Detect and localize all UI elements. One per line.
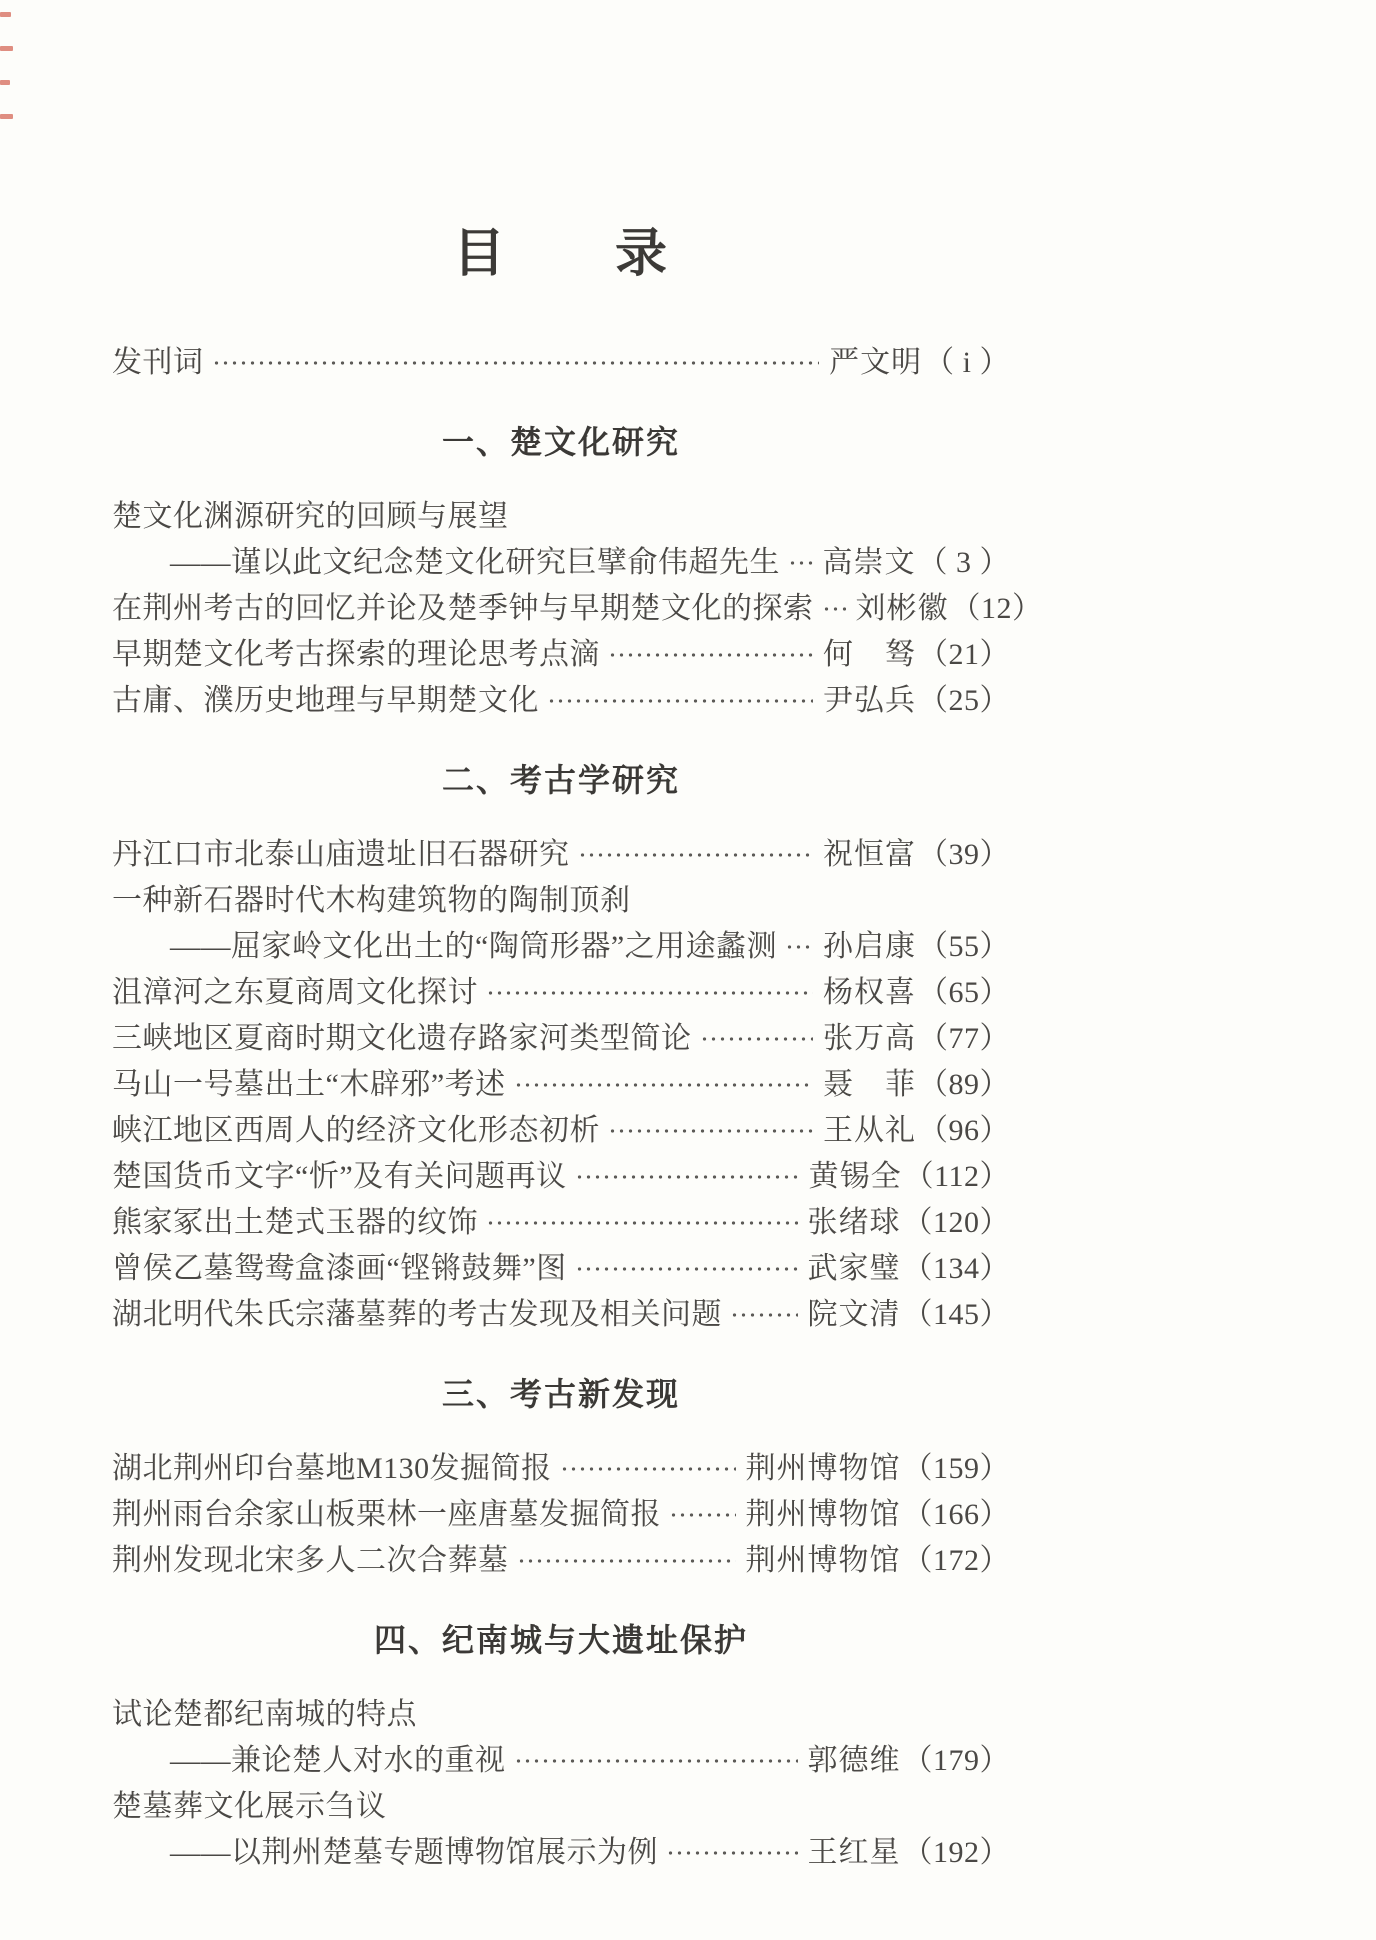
dot-leader bbox=[788, 558, 813, 568]
entry-page: （55） bbox=[918, 930, 1010, 963]
dot-leader bbox=[575, 1172, 799, 1182]
entry-title: 丹江口市北泰山庙遗址旧石器研究 bbox=[112, 838, 570, 871]
dot-leader bbox=[212, 358, 820, 368]
entry-author: 郭德维 bbox=[807, 1744, 901, 1777]
dot-leader bbox=[560, 1464, 736, 1474]
toc-entry bbox=[112, 494, 1010, 540]
dot-leader bbox=[517, 1556, 736, 1566]
entry-title: 沮漳河之东夏商周文化探讨 bbox=[112, 976, 478, 1009]
dot-leader bbox=[608, 1126, 813, 1136]
entry-title: ——以荆州楚墓专题博物馆展示为例 bbox=[170, 1836, 658, 1869]
dot-leader bbox=[547, 696, 813, 706]
entry-title: 荆州发现北宋多人二次合葬墓 bbox=[112, 1544, 509, 1577]
entry-author: 武家璧 bbox=[807, 1252, 901, 1285]
entry-title: ——屈家岭文化出土的“陶筒形器”之用途蠡测 bbox=[170, 930, 778, 963]
entry-page: （159） bbox=[902, 1452, 1010, 1485]
entry-author: 刘彬徽 bbox=[855, 592, 949, 625]
entry-author: 荆州博物馆 bbox=[745, 1544, 901, 1577]
red-edge-mark-icon bbox=[0, 12, 11, 17]
entry-page: （21） bbox=[918, 638, 1010, 671]
entry-author: 王从礼 bbox=[823, 1114, 916, 1147]
red-edge-mark-icon bbox=[0, 80, 10, 85]
toc-entry bbox=[112, 1738, 1010, 1784]
red-edge-mark-icon bbox=[0, 114, 13, 119]
toc-entry bbox=[112, 1108, 1010, 1154]
toc-entry bbox=[112, 1784, 1010, 1830]
dot-leader bbox=[575, 1264, 798, 1274]
toc-entry bbox=[112, 878, 1010, 924]
entry-title: 荆州雨台余家山板栗林一座唐墓发掘简报 bbox=[112, 1498, 661, 1531]
entry-title: 楚墓葬文化展示刍议 bbox=[112, 1790, 387, 1823]
entry-title: 熊家冢出土楚式玉器的纹饰 bbox=[112, 1206, 478, 1239]
dot-leader bbox=[486, 988, 813, 998]
entry-page: （89） bbox=[918, 1068, 1010, 1101]
entry-title: 湖北明代朱氏宗藩墓葬的考古发现及相关问题 bbox=[112, 1298, 722, 1331]
toc-entry bbox=[112, 678, 1010, 724]
entry-author: 院文清 bbox=[807, 1298, 901, 1331]
entry-author: 尹弘兵 bbox=[823, 684, 916, 717]
entry-author: 王红星 bbox=[807, 1836, 901, 1869]
section-heading: 二、考古学研究 bbox=[441, 762, 680, 798]
entry-page: （166） bbox=[902, 1498, 1010, 1531]
dot-leader bbox=[486, 1218, 798, 1228]
entry-title: 曾侯乙墓鸳鸯盒漆画“铿锵鼓舞”图 bbox=[112, 1252, 567, 1285]
entry-page: （25） bbox=[918, 684, 1010, 717]
toc-entry bbox=[112, 1154, 1010, 1200]
entry-title: 在荆州考古的回忆并论及楚季钟与早期楚文化的探索 bbox=[112, 592, 814, 625]
toc-entry bbox=[112, 1016, 1010, 1062]
toc-entry bbox=[112, 1492, 1010, 1538]
dot-leader bbox=[514, 1080, 813, 1090]
dot-leader bbox=[578, 850, 814, 860]
entry-author: 何 驽 bbox=[823, 638, 916, 671]
toc-entry bbox=[112, 924, 1010, 970]
dot-leader bbox=[666, 1848, 798, 1858]
entry-author: 杨权喜 bbox=[823, 976, 916, 1009]
toc-entry bbox=[112, 832, 1010, 878]
entry-page: （145） bbox=[902, 1298, 1010, 1331]
toc-entry bbox=[112, 970, 1010, 1016]
toc-entry bbox=[112, 632, 1010, 678]
toc-content bbox=[112, 0, 1043, 1876]
entry-author: 荆州博物馆 bbox=[745, 1498, 901, 1531]
entry-author: 张万高 bbox=[823, 1022, 916, 1055]
dot-leader bbox=[608, 650, 813, 660]
section-heading: 四、纪南城与大遗址保护 bbox=[373, 1622, 748, 1658]
red-edge-mark-icon bbox=[0, 46, 13, 51]
entry-author: 张绪球 bbox=[807, 1206, 901, 1239]
entry-title: 峡江地区西周人的经济文化形态初析 bbox=[112, 1114, 600, 1147]
entry-page: （12） bbox=[950, 592, 1043, 625]
entry-page: （112） bbox=[903, 1160, 1010, 1193]
entry-title: 试论楚都纪南城的特点 bbox=[112, 1698, 417, 1731]
entry-title: 楚文化渊源研究的回顾与展望 bbox=[112, 500, 509, 533]
entry-page: （65） bbox=[918, 976, 1010, 1009]
toc-entry bbox=[112, 340, 1010, 386]
entry-title: ——谨以此文纪念楚文化研究巨擘俞伟超先生 bbox=[170, 546, 780, 579]
section-heading: 一、楚文化研究 bbox=[441, 424, 680, 460]
toc-entry bbox=[112, 1692, 1010, 1738]
entry-author: 祝恒富 bbox=[823, 838, 916, 871]
dot-leader bbox=[700, 1034, 814, 1044]
toc-entry bbox=[112, 540, 1010, 586]
entry-page: （96） bbox=[918, 1114, 1010, 1147]
entry-author: 严文明 bbox=[829, 346, 923, 379]
entry-page: （ 3 ） bbox=[917, 546, 1010, 579]
entry-page: （179） bbox=[902, 1744, 1010, 1777]
entry-title: 一种新石器时代木构建筑物的陶制顶刹 bbox=[112, 884, 631, 917]
section-heading: 三、考古新发现 bbox=[441, 1376, 680, 1412]
entry-title: 古庸、濮历史地理与早期楚文化 bbox=[112, 684, 539, 717]
dot-leader bbox=[669, 1510, 736, 1520]
entry-title: 发刊词 bbox=[112, 346, 204, 379]
entry-title: 马山一号墓出土“木辟邪”考述 bbox=[112, 1068, 506, 1101]
toc-entry bbox=[112, 586, 1043, 632]
entry-author: 荆州博物馆 bbox=[745, 1452, 901, 1485]
entry-title: 早期楚文化考古探索的理论思考点滴 bbox=[112, 638, 600, 671]
entry-page: （134） bbox=[902, 1252, 1010, 1285]
toc-entry bbox=[112, 1246, 1010, 1292]
toc-entry bbox=[112, 1062, 1010, 1108]
entry-page: （ i ） bbox=[924, 346, 1010, 379]
entry-author: 黄锡全 bbox=[808, 1160, 902, 1193]
entry-title: ——兼论楚人对水的重视 bbox=[170, 1744, 506, 1777]
entry-page: （172） bbox=[902, 1544, 1010, 1577]
entry-page: （39） bbox=[918, 838, 1010, 871]
entry-title: 楚国货币文字“忻”及有关问题再议 bbox=[112, 1160, 567, 1193]
dot-leader bbox=[514, 1756, 798, 1766]
toc-entry bbox=[112, 1830, 1010, 1876]
dot-leader bbox=[785, 942, 813, 952]
dot-leader bbox=[730, 1310, 798, 1320]
entry-author: 高崇文 bbox=[822, 546, 916, 579]
entry-author: 孙启康 bbox=[823, 930, 916, 963]
entry-page: （120） bbox=[902, 1206, 1010, 1239]
page-title: 目 录 bbox=[452, 226, 669, 283]
entry-title: 三峡地区夏商时期文化遗存路家河类型简论 bbox=[112, 1022, 692, 1055]
entry-page: （192） bbox=[902, 1836, 1010, 1869]
entry-author: 聂 菲 bbox=[823, 1068, 916, 1101]
entry-page: （77） bbox=[918, 1022, 1010, 1055]
toc-entry bbox=[112, 1200, 1010, 1246]
toc-entry bbox=[112, 1446, 1010, 1492]
toc-entry bbox=[112, 1538, 1010, 1584]
toc-entry bbox=[112, 1292, 1010, 1338]
entry-title: 湖北荆州印台墓地M130发掘简报 bbox=[112, 1452, 552, 1485]
toc-rows bbox=[112, 340, 1043, 1876]
dot-leader bbox=[822, 604, 846, 614]
